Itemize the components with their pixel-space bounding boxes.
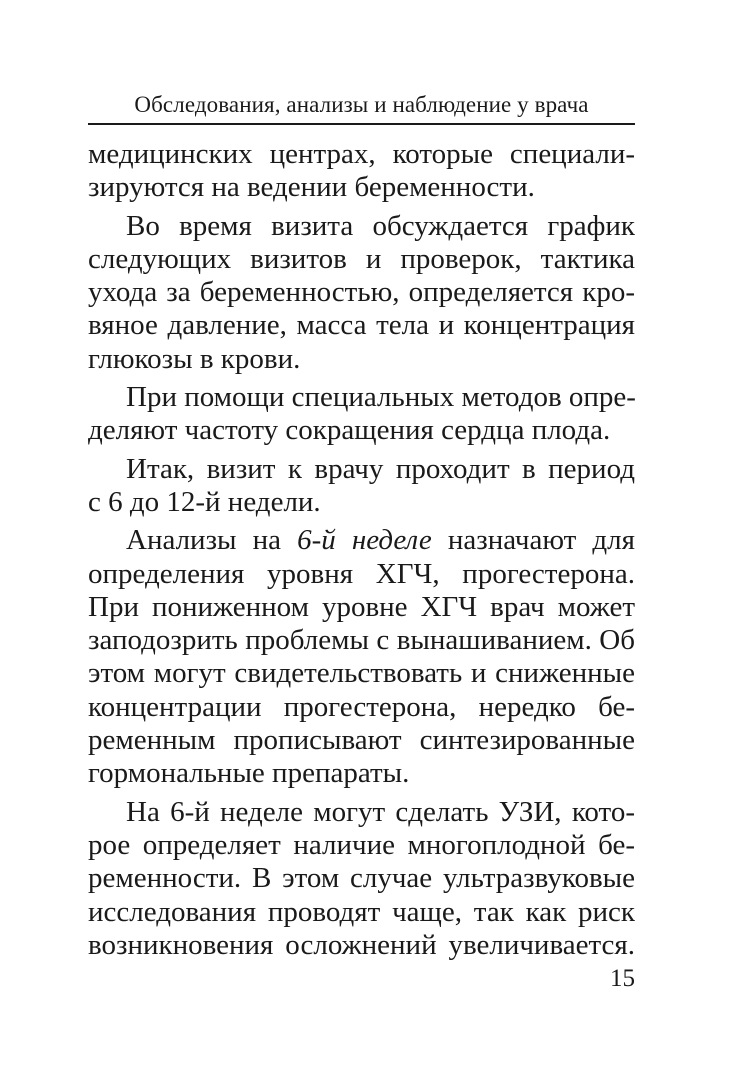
body-text — [88, 138, 635, 962]
paragraph — [88, 381, 635, 448]
text-line: деляют частоту сокращения сердца плода. — [88, 414, 611, 447]
text-line: глюкозы в крови. — [88, 342, 301, 375]
text-line: На 6-й неделе могут сделать УЗИ, кото- — [126, 795, 635, 828]
text-line: заподозрить проблемы с вынашиванием. Об — [88, 624, 635, 657]
text-line: зируются на ведении беременности. — [88, 171, 535, 204]
text-line: концентрации прогестерона, нередко бе- — [88, 690, 635, 723]
paragraph — [88, 138, 635, 205]
text-line: Во время визита обсуждается график — [126, 209, 635, 242]
paragraph — [88, 210, 635, 376]
paragraph — [88, 796, 635, 962]
text-line: рое определяет наличие многоплодной бе- — [88, 828, 635, 861]
text-line: возникновения осложнений увеличивается. — [88, 928, 635, 961]
paragraph — [88, 453, 635, 520]
text-line: ухода за беременностью, определяется кро- — [88, 276, 635, 309]
text-line: исследования проводят чаще, так как риск — [88, 895, 635, 928]
paragraph — [88, 524, 635, 790]
page-number: 15 — [610, 965, 635, 992]
text-line: следующих визитов и проверок, тактика — [88, 242, 635, 275]
running-head: Обследования, анализы и наблюдение у врача — [134, 92, 589, 117]
text-line: При пониженном уровне ХГЧ врач может — [88, 590, 635, 623]
text-line: ременным прописывают синтезированные — [88, 724, 635, 757]
text-line — [88, 524, 635, 557]
text-line: При помощи специальных методов опре- — [126, 381, 636, 414]
text-run: назначают для — [431, 524, 635, 557]
text-line: Итак, визит к врачу проходит в период — [126, 452, 635, 485]
text-run: Анализы на — [126, 524, 298, 557]
text-line: вяное давление, масса тела и концентрация — [88, 309, 635, 342]
text-line: ременности. В этом случае ультразвуковые — [88, 862, 635, 895]
text-line: с 6 до 12-й недели. — [88, 485, 321, 518]
emphasis-text: 6-й неделе — [297, 524, 432, 557]
text-line: медицинских центрах, которые специали- — [88, 138, 635, 170]
text-line: гормональные препараты. — [88, 757, 410, 790]
text-line: определения уровня ХГЧ, прогестерона. — [88, 557, 635, 590]
text-line: этом могут свидетельствовать и сниженные — [88, 657, 635, 690]
header-rule — [88, 123, 635, 125]
